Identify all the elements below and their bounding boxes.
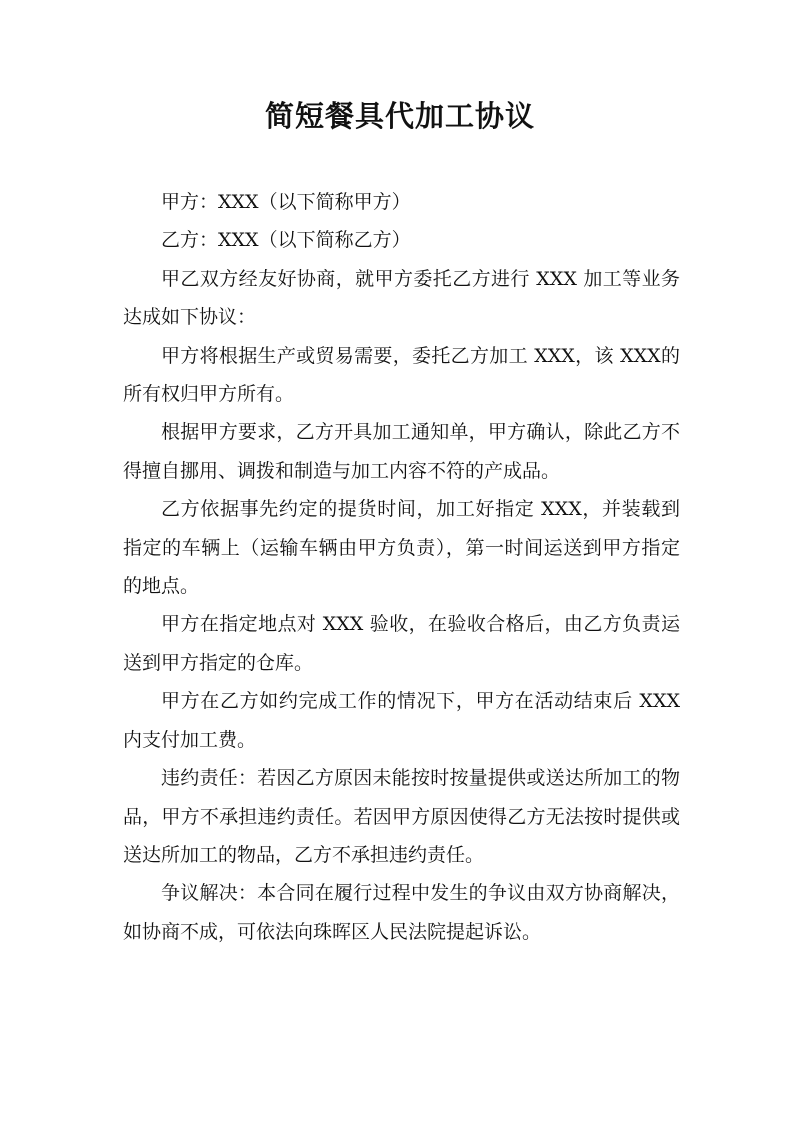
- paragraph-ownership: 甲方将根据生产或贸易需要，委托乙方加工 XXX，该 XXX的所有权归甲方所有。: [123, 344, 680, 406]
- paragraph-party-a: 甲方：XXX（以下简称甲方）: [161, 191, 411, 213]
- document-body: [123, 183, 680, 951]
- paragraph-processing-notice: 根据甲方要求，乙方开具加工通知单，甲方确认，除此乙方不得擅自挪用、调拨和制造与加工内容不符的产成品。: [123, 421, 680, 482]
- paragraph-payment: 甲方在乙方如约完成工作的情况下，甲方在活动结束后 XXX 内支付加工费。: [123, 690, 680, 751]
- paragraph-party-b: 乙方：XXX（以下简称乙方）: [161, 229, 411, 252]
- paragraph-delivery: 乙方依据事先约定的提货时间，加工好指定 XXX，并装载到指定的车辆上（运输车辆由甲方负责），第一时间运送到甲方指定的地点。: [123, 498, 680, 598]
- document-title: 简短餐具代加工协议: [264, 99, 535, 133]
- paragraph-inspection: 甲方在指定地点对 XXX 验收，在验收合格后，由乙方负责运送到甲方指定的仓库。: [123, 613, 680, 674]
- paragraph-dispute: 争议解决：本合同在履行过程中发生的争议由双方协商解决，如协商不成，可依法向珠晖区人民法院提起诉讼。: [123, 882, 680, 943]
- paragraph-intro: 甲乙双方经友好协商，就甲方委托乙方进行 XXX 加工等业务达成如下协议：: [123, 267, 680, 329]
- paragraph-liability: 违约责任：若因乙方原因未能按时按量提供或送达所加工的物品，甲方不承担违约责任。若因甲方原因使得乙方无法按时提供或送达所加工的物品，乙方不承担违约责任。: [123, 767, 680, 866]
